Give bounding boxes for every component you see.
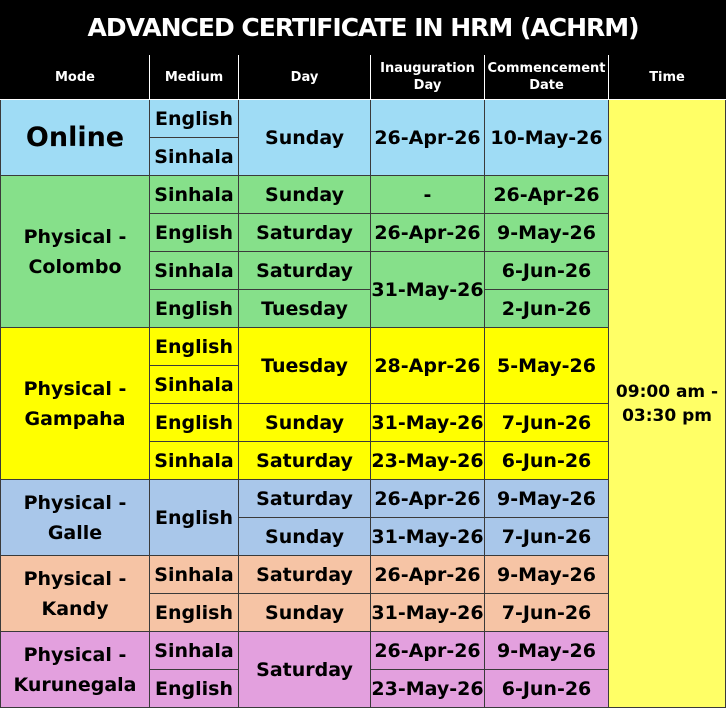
commencement-cell: 9-May-26 <box>485 480 609 518</box>
inauguration-cell: 23-May-26 <box>371 442 485 480</box>
inauguration-cell: 26-Apr-26 <box>371 100 485 176</box>
day-cell: Sunday <box>239 176 371 214</box>
table-row <box>1 100 726 138</box>
inauguration-cell: 31-May-26 <box>371 404 485 442</box>
header-inauguration-day: Inauguration Day <box>371 55 485 100</box>
day-cell: Saturday <box>239 480 371 518</box>
header-commencement-date: Commencement Date <box>485 55 609 100</box>
mode-online: Online <box>1 100 150 176</box>
day-cell: Tuesday <box>239 328 371 404</box>
commencement-cell: 26-Apr-26 <box>485 176 609 214</box>
commencement-cell: 2-Jun-26 <box>485 290 609 328</box>
header-day: Day <box>239 55 371 100</box>
commencement-cell: 9-May-26 <box>485 214 609 252</box>
mode-galle: Physical - Galle <box>1 480 150 556</box>
day-cell: Saturday <box>239 442 371 480</box>
commencement-cell: 7-Jun-26 <box>485 518 609 556</box>
time-cell: 09:00 am - 03:30 pm <box>609 100 726 708</box>
day-cell: Saturday <box>239 214 371 252</box>
inauguration-cell: 28-Apr-26 <box>371 328 485 404</box>
medium-cell: Sinhala <box>150 366 239 404</box>
medium-cell: English <box>150 214 239 252</box>
inauguration-cell: 23-May-26 <box>371 670 485 708</box>
header-mode: Mode <box>1 55 150 100</box>
medium-cell: English <box>150 290 239 328</box>
day-cell: Sunday <box>239 404 371 442</box>
inauguration-cell: 26-Apr-26 <box>371 632 485 670</box>
commencement-cell: 7-Jun-26 <box>485 404 609 442</box>
medium-cell: English <box>150 670 239 708</box>
medium-cell: English <box>150 480 239 556</box>
medium-cell: Sinhala <box>150 556 239 594</box>
mode-colombo: Physical - Colombo <box>1 176 150 328</box>
medium-cell: Sinhala <box>150 176 239 214</box>
day-cell: Sunday <box>239 594 371 632</box>
mode-kandy: Physical - Kandy <box>1 556 150 632</box>
medium-cell: Sinhala <box>150 442 239 480</box>
day-cell: Sunday <box>239 518 371 556</box>
commencement-cell: 6-Jun-26 <box>485 442 609 480</box>
commencement-cell: 9-May-26 <box>485 632 609 670</box>
medium-cell: English <box>150 100 239 138</box>
commencement-cell: 10-May-26 <box>485 100 609 176</box>
header-time: Time <box>609 55 726 100</box>
page-title: ADVANCED CERTIFICATE IN HRM (ACHRM) <box>1 1 726 55</box>
commencement-cell: 7-Jun-26 <box>485 594 609 632</box>
inauguration-cell: 31-May-26 <box>371 252 485 328</box>
inauguration-cell: 26-Apr-26 <box>371 214 485 252</box>
inauguration-cell: 31-May-26 <box>371 594 485 632</box>
mode-kurunegala: Physical - Kurunegala <box>1 632 150 708</box>
day-cell: Saturday <box>239 632 371 708</box>
inauguration-cell: 31-May-26 <box>371 518 485 556</box>
day-cell: Sunday <box>239 100 371 176</box>
day-cell: Saturday <box>239 556 371 594</box>
medium-cell: English <box>150 404 239 442</box>
day-cell: Tuesday <box>239 290 371 328</box>
commencement-cell: 5-May-26 <box>485 328 609 404</box>
header-row <box>1 55 726 100</box>
medium-cell: Sinhala <box>150 138 239 176</box>
medium-cell: Sinhala <box>150 632 239 670</box>
inauguration-cell: 26-Apr-26 <box>371 556 485 594</box>
day-cell: Saturday <box>239 252 371 290</box>
commencement-cell: 6-Jun-26 <box>485 670 609 708</box>
medium-cell: English <box>150 328 239 366</box>
inauguration-cell: 26-Apr-26 <box>371 480 485 518</box>
medium-cell: English <box>150 594 239 632</box>
inauguration-cell: - <box>371 176 485 214</box>
commencement-cell: 6-Jun-26 <box>485 252 609 290</box>
mode-gampaha: Physical - Gampaha <box>1 328 150 480</box>
header-medium: Medium <box>150 55 239 100</box>
medium-cell: Sinhala <box>150 252 239 290</box>
commencement-cell: 9-May-26 <box>485 556 609 594</box>
